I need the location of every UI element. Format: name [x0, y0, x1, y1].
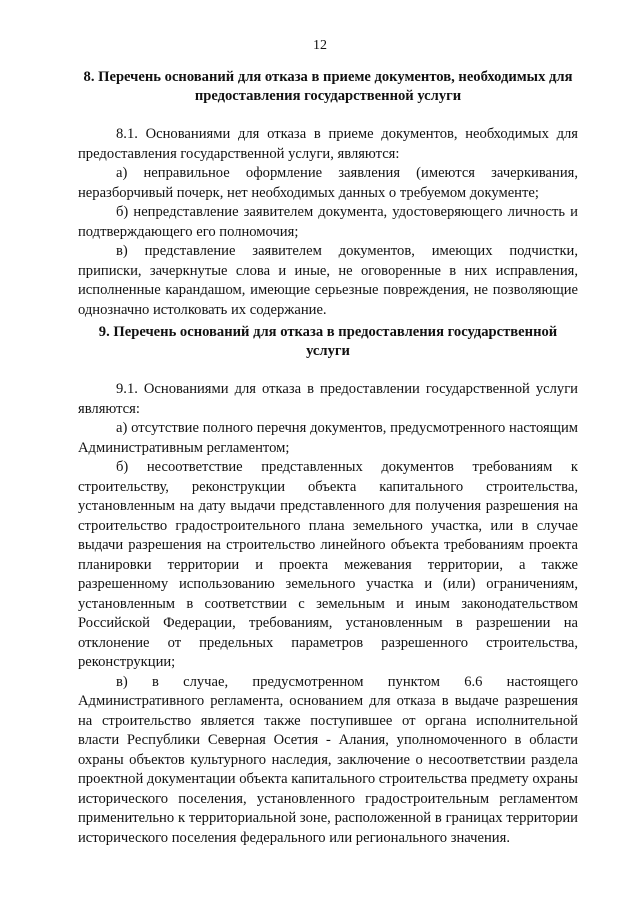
paragraph-8-1: 8.1. Основаниями для отказа в приеме документов, необходимых для предоставления государственной услуги, являются: — [78, 126, 578, 162]
paragraph-8-1-b: б) непредставление заявителем документа, удостоверяющего личность и подтверждающего его полномочия; — [78, 204, 578, 240]
paragraph-9-1-v: в) в случае, предусмотренном пунктом 6.6 настоящего Административного регламента, основанием для отказа в выдаче разрешения на строительство является также поступившее от органа исполнительной власти Республики Северная Осетия - Алания, уполномоченного в области охраны объектов культурного наследия, заключение о несоответствии раздела проектной документации объекта капитального строительства предмету охраны исторического поселения, установленного градостроительным регламентом применительно к территориальной зоне, расположенной в границах территории исторического поселения федерального или регионального значения. — [78, 673, 578, 846]
paragraph-8-1-v: в) представление заявителем документов, имеющих подчистки, приписки, зачеркнутые слова и иные, не оговоренные в них исправления, исполненные карандашом, имеющие серьезные повреждения, не позволяющие однозначно истолковать их содержание. — [78, 243, 578, 318]
paragraph-9-1-b: б) несоответствие представленных документов требованиям к строительству, реконструкции объекта капитального строительства, установленным на дату выдачи представленного для получения разрешения на строительство градостроительного плана земельного участка, или в случае выдачи разрешения на строительство линейного объекта требованиям проекта планировки территории и проекта межевания территории, а также разрешенному использованию земельного участка и (или) ограничениям, установленным в соответствии с земельным и иным законодательством Российской Федерации, требованиям, установленным в разрешении на отклонение от предельных параметров разрешенного строительства, реконструкции; — [78, 459, 578, 670]
section-9-body — [78, 380, 578, 848]
page-number: 12 — [313, 38, 327, 53]
paragraph-9-1-a: а) отсутствие полного перечня документов, предусмотренного настоящим Административным регламентом; — [78, 420, 578, 456]
section-8-heading: 8. Перечень оснований для отказа в приеме документов, необходимых для предоставления государственной услуги — [83, 69, 573, 104]
section-8-body — [78, 125, 578, 320]
paragraph-8-1-a: а) неправильное оформление заявления (имеются зачеркивания, неразборчивый почерк, нет необходимых данных о требуемом документе; — [78, 165, 578, 201]
paragraph-9-1: 9.1. Основаниями для отказа в предоставлении государственной услуги являются: — [78, 381, 578, 417]
section-9-heading: 9. Перечень оснований для отказа в предоставления государственной услуги — [98, 324, 558, 359]
